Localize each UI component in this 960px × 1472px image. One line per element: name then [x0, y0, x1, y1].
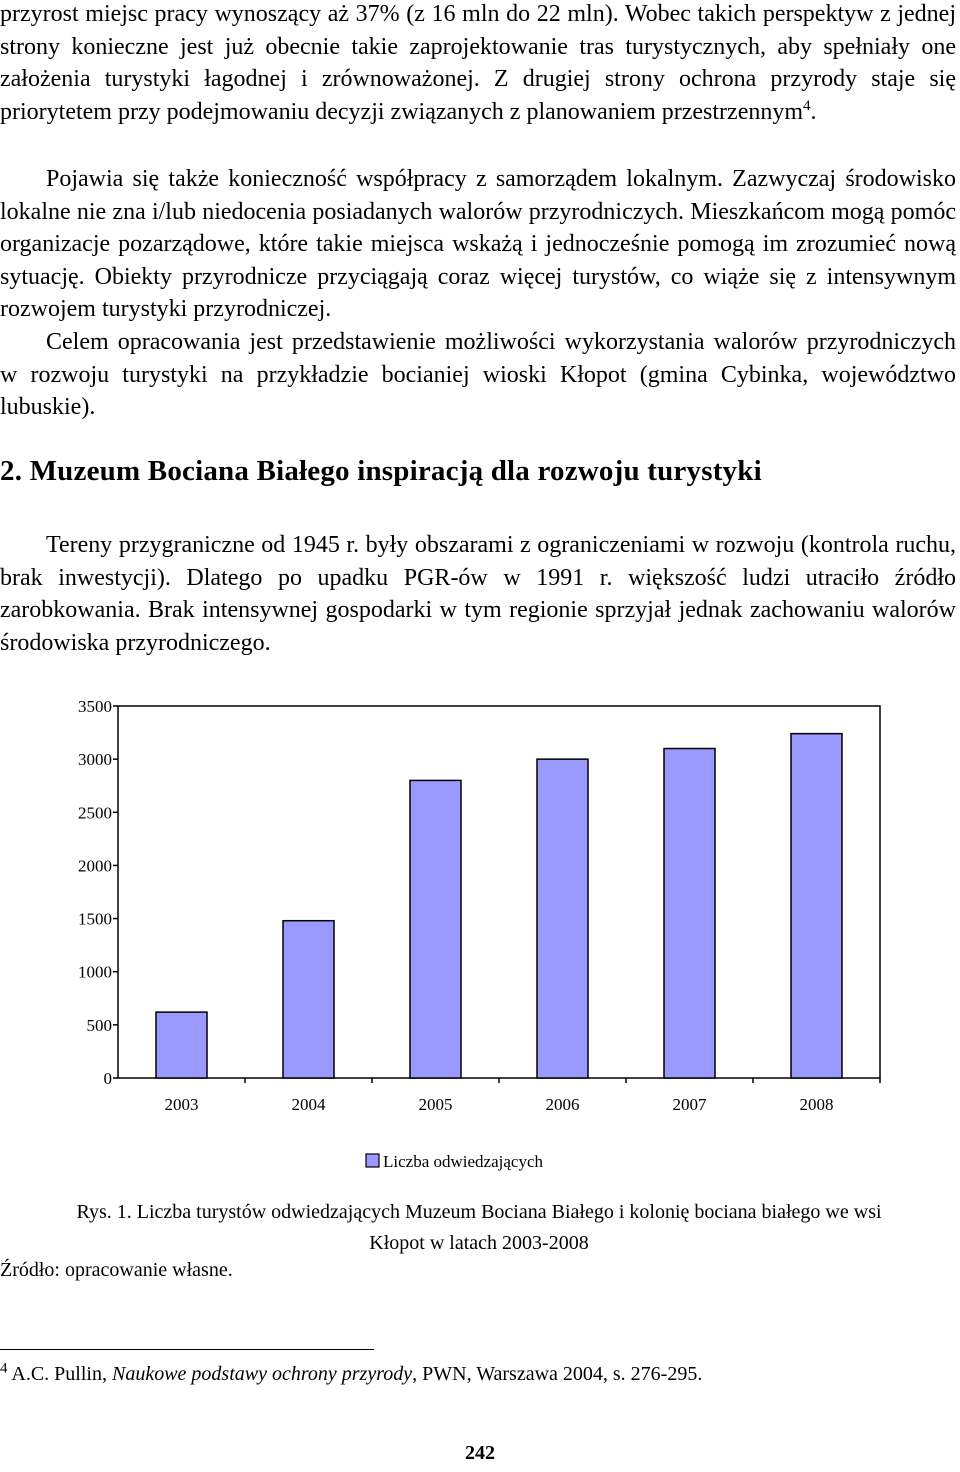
paragraph-cooperation: Pojawia się także konieczność współpracy z samorządem lokalnym. Zazwyczaj środowisko lokalne nie zna i/lub niedocenia posiadanych walorów przyrodniczych. Mieszkańcom mogą pomóc organizacje pozarządowe, które takie miejsca wskażą i jednocześnie pomogą im zrozumieć nową sytuację. Obiekty przyrodnicze przyciągają coraz więcej turystów, co wiąże się z intensywnym rozwojem turystyki przyrodniczej. — [0, 166, 956, 322]
paragraph-intro: przyrost miejsc pracy wynoszący aż 37% (z 16 mln do 22 mln). Wobec takich perspektyw z jednej strony konieczne jest już obecnie takie zaprojektowanie tras turystycznych, aby spełniały one założenia turystyki łagodnej i zrównoważonej. Z drugiej strony ochrona przyrody staje się priorytetem przy podejmowaniu decyzji związanych z planowaniem przestrzennym$^4$. — [0, 1, 956, 125]
y-tick-label: 3500 — [78, 697, 112, 716]
bar — [156, 1012, 207, 1078]
footnote-title: Naukowe podstawy ochrony przyrody — [111, 1363, 413, 1385]
footnote-number: 4 — [0, 1360, 8, 1377]
y-tick-label: 1000 — [78, 962, 112, 982]
y-tick-label: 500 — [86, 1015, 112, 1035]
footnote-post: , PWN, Warszawa 2004, s. 276-295. — [412, 1363, 703, 1385]
figure-source: Źródło: opracowanie własne. — [0, 1259, 233, 1281]
x-tick-label: 2005 — [418, 1095, 453, 1114]
x-tick-label: 2004 — [291, 1095, 326, 1114]
page-number: 242 — [465, 1442, 495, 1464]
x-tick-label: 2006 — [545, 1095, 580, 1114]
y-tick-label: 2000 — [78, 856, 112, 876]
footnote-ref: 4 — [803, 97, 811, 114]
section-heading: 2. Muzeum Bociana Białego inspiracją dla rozwoju turystyki — [0, 455, 762, 487]
bar — [283, 921, 334, 1078]
y-tick-label: 1500 — [78, 909, 112, 929]
footnote-pre: A.C. Pullin, — [7, 1363, 112, 1385]
visitors-bar-chart — [0, 685, 960, 1185]
bar — [410, 780, 461, 1078]
bar — [664, 749, 715, 1078]
paragraph-border-areas: Tereny przygraniczne od 1945 r. były obszarami z ograniczeniami w rozwoju (kontrola ruchu, brak inwestycji). Dlatego po upadku PGR-ów w 1991 r. większość ludzi utraciło źródło zarobkowania. Brak intensywnej gospodarki w tym regionie sprzyjał jednak zachowaniu walorów środowiska przyrodniczego. — [0, 532, 956, 656]
x-tick-label: 2003 — [164, 1095, 199, 1114]
footnote-separator — [0, 1349, 374, 1350]
legend-label: Liczba odwiedzających — [383, 1152, 543, 1171]
y-tick-label: 0 — [103, 1069, 112, 1088]
x-tick-label: 2007 — [672, 1095, 707, 1114]
legend-swatch — [366, 1154, 379, 1167]
y-tick-label: 3000 — [78, 750, 112, 770]
figure-caption-line1: Rys. 1. Liczba turystów odwiedzających Muzeum Bociana Białego i kolonię bociana białego we wsi — [76, 1201, 882, 1223]
plot-area — [118, 706, 880, 1078]
x-tick-label: 2008 — [799, 1095, 834, 1114]
bar — [537, 759, 588, 1078]
figure-caption-line2: Kłopot w latach 2003-2008 — [369, 1232, 589, 1254]
footnote — [0, 1360, 703, 1386]
paragraph-intro-text: przyrost miejsc pracy wynoszący aż 37% (z 16 mln do 22 mln). Wobec takich perspektyw z jednej strony konieczne jest już obecnie takie zaprojektowanie tras turystycznych, aby spełniały one założenia turystyki łagodnej i zrównoważonej. Z drugiej strony ochrona przyrody staje się priorytetem przy podejmowaniu decyzji związanych z planowaniem przestrzennym — [0, 1, 956, 125]
y-tick-label: 2500 — [78, 803, 112, 823]
bar — [791, 734, 842, 1078]
paragraph-aim: Celem opracowania jest przedstawienie możliwości wykorzystania walorów przyrodniczych w rozwoju turystyki na przykładzie bocianiej wioski Kłopot (gmina Cybinka, województwo lubuskie). — [0, 329, 956, 420]
